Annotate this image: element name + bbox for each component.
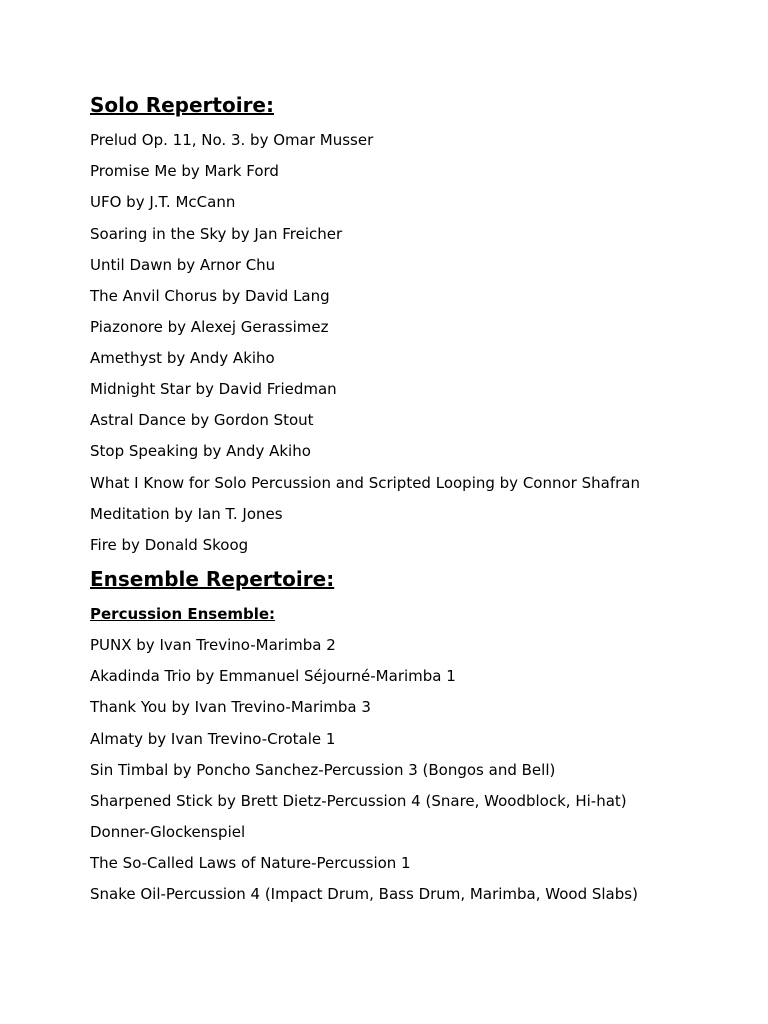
ensemble-item: Thank You by Ivan Trevino-Marimba 3	[90, 698, 371, 716]
solo-item: Soaring in the Sky by Jan Freicher	[90, 225, 343, 243]
percussion-ensemble-subheading: Percussion Ensemble:	[90, 605, 276, 623]
ensemble-item: PUNX by Ivan Trevino-Marimba 2	[90, 636, 336, 654]
solo-item: Astral Dance by Gordon Stout	[90, 411, 314, 429]
solo-item: What I Know for Solo Percussion and Scripted Looping by Connor Shafran	[90, 474, 640, 492]
solo-item: Fire by Donald Skoog	[90, 536, 249, 554]
solo-item: Stop Speaking by Andy Akiho	[90, 442, 311, 460]
solo-item: Amethyst by Andy Akiho	[90, 349, 275, 367]
ensemble-item: Almaty by Ivan Trevino-Crotale 1	[90, 730, 336, 748]
ensemble-repertoire-heading: Ensemble Repertoire:	[90, 567, 335, 591]
solo-item: Promise Me by Mark Ford	[90, 162, 279, 180]
solo-item: The Anvil Chorus by David Lang	[90, 287, 330, 305]
solo-item: Until Dawn by Arnor Chu	[90, 256, 276, 274]
solo-item: UFO by J.T. McCann	[90, 193, 236, 211]
ensemble-item: Snake Oil-Percussion 4 (Impact Drum, Bass Drum, Marimba, Wood Slabs)	[90, 885, 638, 903]
ensemble-item: Akadinda Trio by Emmanuel Séjourné-Marimba 1	[90, 667, 456, 685]
ensemble-item: Donner-Glockenspiel	[90, 823, 246, 841]
solo-repertoire-heading: Solo Repertoire:	[90, 93, 274, 117]
solo-item: Meditation by Ian T. Jones	[90, 505, 283, 523]
solo-item: Piazonore by Alexej Gerassimez	[90, 318, 329, 336]
solo-item: Midnight Star by David Friedman	[90, 380, 337, 398]
ensemble-item: Sharpened Stick by Brett Dietz-Percussion 4 (Snare, Woodblock, Hi-hat)	[90, 792, 627, 810]
solo-item: Prelud Op. 11, No. 3. by Omar Musser	[90, 131, 374, 149]
ensemble-item: The So-Called Laws of Nature-Percussion 1	[90, 854, 411, 872]
ensemble-item: Sin Timbal by Poncho Sanchez-Percussion 3 (Bongos and Bell)	[90, 761, 556, 779]
